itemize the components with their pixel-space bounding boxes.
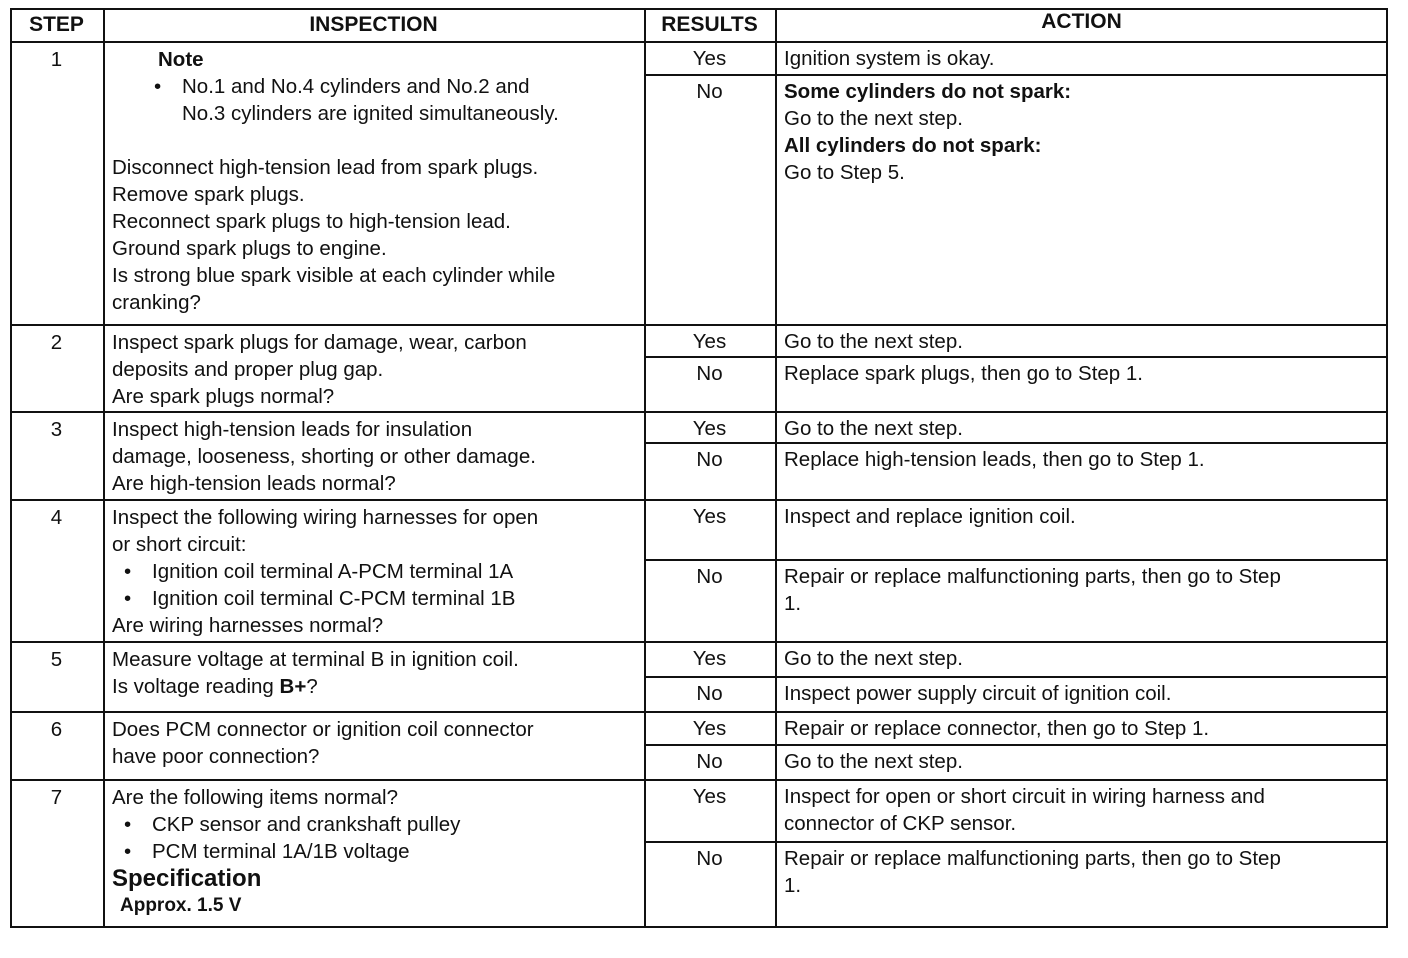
text-line: Repair or replace malfunctioning parts, then go to Step xyxy=(784,565,1281,588)
text-line: Measure voltage at terminal B in ignition coil. xyxy=(112,648,519,671)
row-divider xyxy=(10,499,1388,501)
text-line: Are the following items normal? xyxy=(112,786,398,809)
text-line: Inspect for open or short circuit in wiring harness and xyxy=(784,785,1265,808)
action-cell xyxy=(784,563,1281,617)
bullet-item xyxy=(112,585,538,612)
bullet-item xyxy=(112,811,460,838)
result-divider xyxy=(644,74,1388,76)
step-number: 3 xyxy=(50,418,63,441)
result-yes: Yes xyxy=(692,330,727,353)
text-line: cranking? xyxy=(112,291,201,314)
bullet-item xyxy=(112,558,538,585)
text-line: 1. xyxy=(784,592,802,615)
bullet-text: CKP sensor and crankshaft pulley xyxy=(152,813,461,836)
text-line: Inspect spark plugs for damage, wear, carbon xyxy=(112,331,527,354)
inspection-cell xyxy=(112,504,538,639)
text-line: Are spark plugs normal? xyxy=(112,385,335,408)
bullet-icon: • xyxy=(124,840,132,863)
result-no: No xyxy=(696,565,723,588)
text-line: Is strong blue spark visible at each cylinder while xyxy=(112,264,556,287)
text-line: Go to the next step. xyxy=(784,647,963,670)
result-no: No xyxy=(696,362,723,385)
header-step: STEP xyxy=(29,13,84,36)
action-cell xyxy=(784,748,963,775)
result-no: No xyxy=(696,682,723,705)
action-cell xyxy=(784,680,1171,707)
header-action: ACTION xyxy=(1041,10,1122,33)
text-line: Inspect high-tension leads for insulation xyxy=(112,418,473,441)
inspection-cell xyxy=(112,329,527,410)
result-divider xyxy=(644,744,1388,746)
header-divider xyxy=(10,41,1388,43)
text-line: Inspect the following wiring harnesses for open xyxy=(112,506,539,529)
action-cell xyxy=(784,360,1143,387)
text-line: Go to the next step. xyxy=(784,417,963,440)
result-divider xyxy=(644,841,1388,843)
result-yes: Yes xyxy=(692,647,727,670)
bullet-item xyxy=(112,838,460,865)
text-line: or short circuit: xyxy=(112,533,247,556)
bullet-text: PCM terminal 1A/1B voltage xyxy=(152,840,410,863)
action-cell xyxy=(784,845,1281,899)
result-divider xyxy=(644,442,1388,444)
bullet-icon: • xyxy=(124,587,132,610)
result-no: No xyxy=(696,750,723,773)
text-line: connector of CKP sensor. xyxy=(784,812,1017,835)
text-line: Go to Step 5. xyxy=(784,161,905,184)
note-heading: Note xyxy=(158,48,204,71)
result-divider xyxy=(644,356,1388,358)
action-cell xyxy=(784,715,1209,742)
inspection-cell xyxy=(112,716,534,770)
column-divider xyxy=(103,8,105,928)
action-cell xyxy=(784,45,994,72)
row-divider xyxy=(10,779,1388,781)
text-line: 1. xyxy=(784,874,802,897)
row-divider xyxy=(10,641,1388,643)
text-line: Remove spark plugs. xyxy=(112,183,305,206)
bullet-text: Ignition coil terminal C-PCM terminal 1B xyxy=(152,587,516,610)
specification-value: Approx. 1.5 V xyxy=(120,895,242,916)
text-line xyxy=(112,673,519,700)
text-line xyxy=(112,127,559,154)
bullet-icon: • xyxy=(124,560,132,583)
result-yes: Yes xyxy=(692,417,727,440)
step-number: 6 xyxy=(50,718,63,741)
emphasis-text: B+ xyxy=(279,675,307,698)
text-line: Replace spark plugs, then go to Step 1. xyxy=(784,362,1143,385)
text-line: Replace high-tension leads, then go to Step 1. xyxy=(784,448,1205,471)
result-no: No xyxy=(696,80,723,103)
text-line: Repair or replace malfunctioning parts, then go to Step xyxy=(784,847,1281,870)
row-divider xyxy=(10,324,1388,326)
text-line: Repair or replace connector, then go to Step 1. xyxy=(784,717,1210,740)
result-yes: Yes xyxy=(692,717,727,740)
result-no: No xyxy=(696,448,723,471)
bullet-text: Ignition coil terminal A-PCM terminal 1A xyxy=(152,560,514,583)
action-cell xyxy=(784,645,963,672)
step-number: 4 xyxy=(50,506,63,529)
text-line: deposits and proper plug gap. xyxy=(112,358,384,381)
inspection-cell xyxy=(112,784,460,919)
text-line: damage, looseness, shorting or other damage. xyxy=(112,445,536,468)
text-line: Ignition system is okay. xyxy=(784,47,995,70)
text-line: No.3 cylinders are ignited simultaneously. xyxy=(182,102,559,125)
text-segment: Is voltage reading xyxy=(112,675,280,698)
result-divider xyxy=(644,559,1388,561)
row-divider xyxy=(10,711,1388,713)
inspection-cell xyxy=(112,646,519,700)
text-line: Inspect power supply circuit of ignition coil. xyxy=(784,682,1172,705)
header-results: RESULTS xyxy=(661,13,758,36)
bullet-text: No.1 and No.4 cylinders and No.2 and xyxy=(182,75,530,98)
text-line: Ground spark plugs to engine. xyxy=(112,237,387,260)
step-number: 7 xyxy=(50,786,63,809)
text-line: Does PCM connector or ignition coil connector xyxy=(112,718,534,741)
result-yes: Yes xyxy=(692,47,727,70)
action-cell xyxy=(784,446,1205,473)
action-cell xyxy=(784,503,1076,530)
inspection-cell xyxy=(112,416,536,497)
specification-heading: Specification xyxy=(112,865,262,892)
action-cell xyxy=(784,78,1071,186)
text-line: Go to the next step. xyxy=(784,330,963,353)
bullet-icon: • xyxy=(154,75,162,98)
step-number: 5 xyxy=(50,648,63,671)
header-inspection: INSPECTION xyxy=(309,13,438,36)
action-cell xyxy=(784,783,1265,837)
text-segment: ? xyxy=(306,675,318,698)
step-number: 2 xyxy=(50,331,63,354)
text-line: Are high-tension leads normal? xyxy=(112,472,396,495)
text-line: Go to the next step. xyxy=(784,750,963,773)
bullet-item xyxy=(112,73,559,100)
text-line: Some cylinders do not spark: xyxy=(784,80,1072,103)
text-line: Reconnect spark plugs to high-tension lead. xyxy=(112,210,511,233)
result-yes: Yes xyxy=(692,785,727,808)
column-divider xyxy=(775,8,777,928)
text-line: Disconnect high-tension lead from spark plugs. xyxy=(112,156,539,179)
result-divider xyxy=(644,676,1388,678)
text-line: Are wiring harnesses normal? xyxy=(112,614,384,637)
text-line: Go to the next step. xyxy=(784,107,963,130)
result-yes: Yes xyxy=(692,505,727,528)
step-number: 1 xyxy=(50,48,63,71)
action-cell xyxy=(784,415,963,442)
text-line: have poor connection? xyxy=(112,745,320,768)
action-cell xyxy=(784,328,963,355)
bullet-icon: • xyxy=(124,813,132,836)
row-divider xyxy=(10,411,1388,413)
text-line: Inspect and replace ignition coil. xyxy=(784,505,1076,528)
result-no: No xyxy=(696,847,723,870)
text-line: All cylinders do not spark: xyxy=(784,134,1042,157)
inspection-cell xyxy=(112,46,559,316)
